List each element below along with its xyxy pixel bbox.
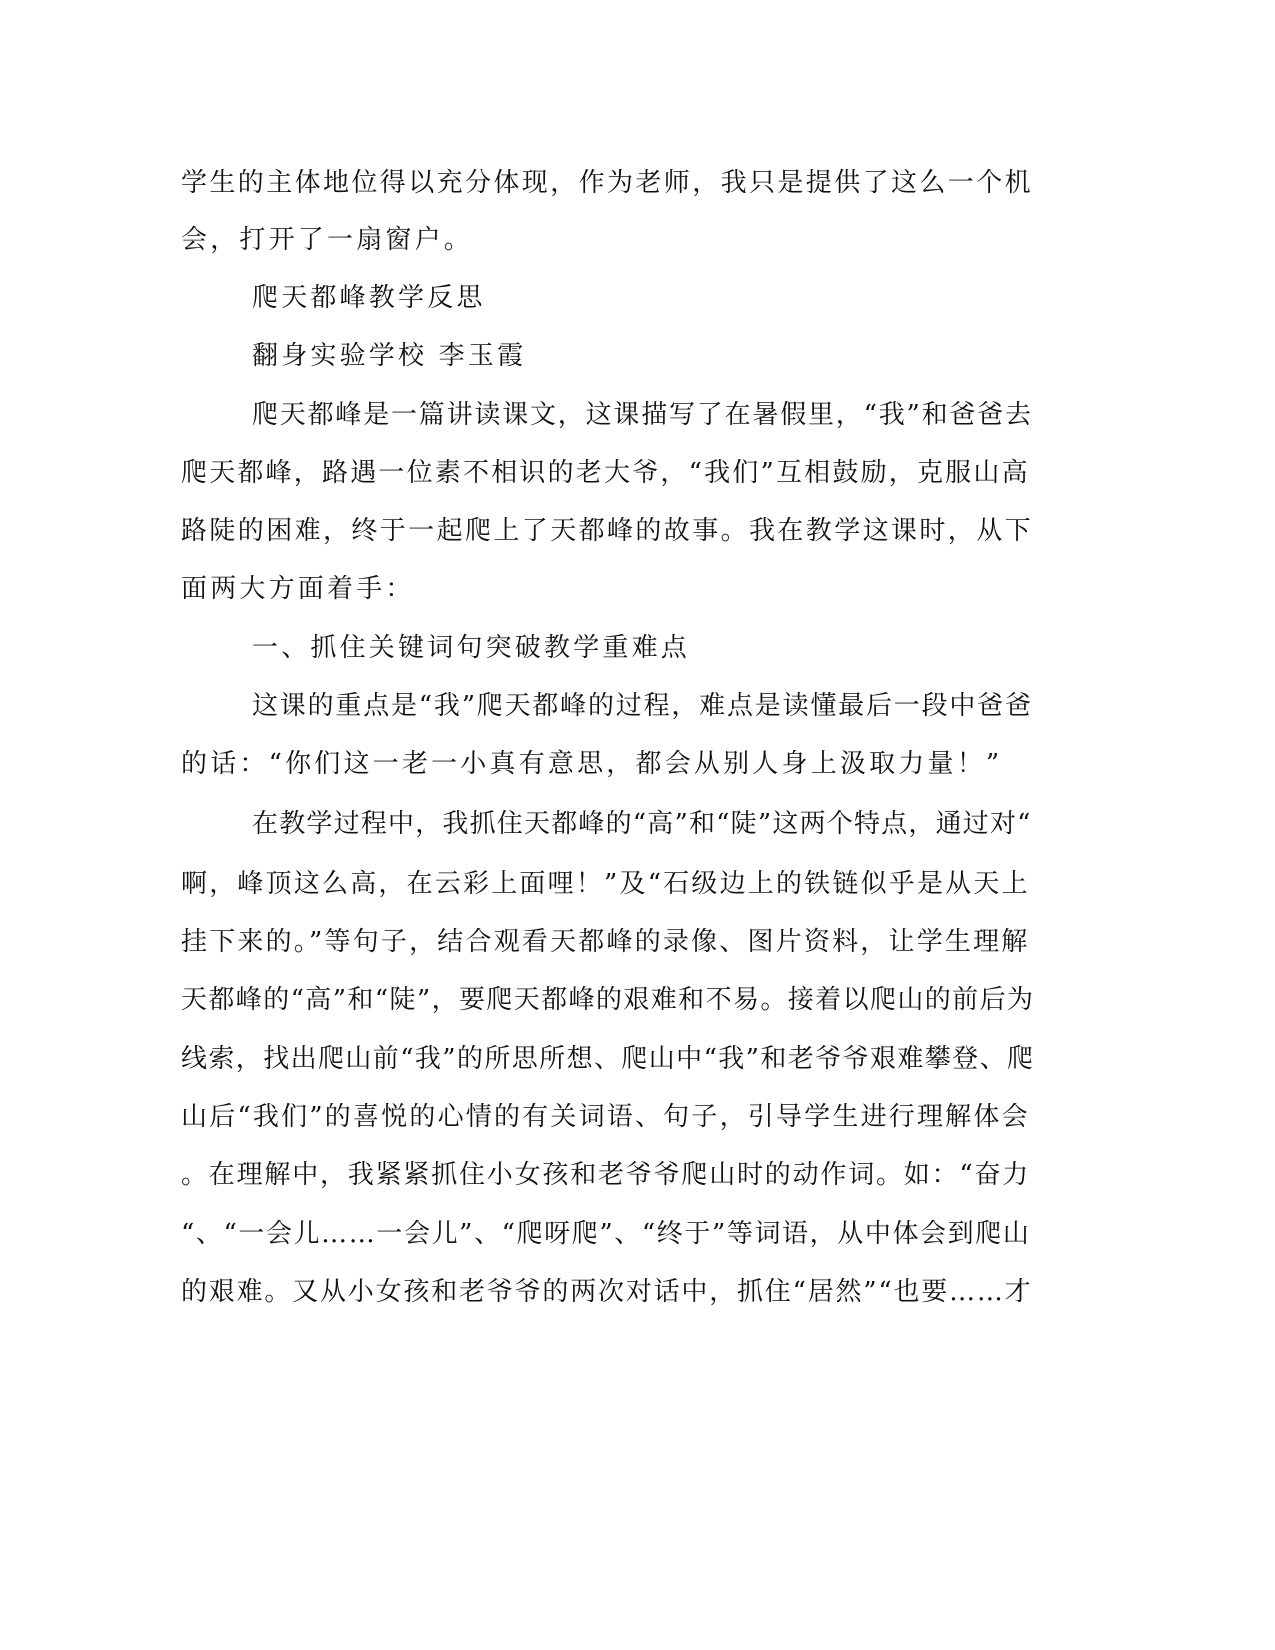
text-line-5-content: 爬天都峰是一篇讲读课文，这课描写了在暑假里，“我”和爸爸去: [252, 400, 1033, 430]
text-line-18: [0, 1155, 1275, 1195]
text-line-19-content: “、“一会儿……一会儿”、“爬呀爬”、“终于”等词语，从中体会到爬山: [181, 1219, 1031, 1249]
subheading: [0, 628, 1275, 668]
text-line-20: [0, 1272, 1275, 1312]
text-line-6: [0, 453, 1275, 493]
text-line-8-content: 面两大方面着手：: [181, 574, 415, 604]
text-line-19: [0, 1214, 1275, 1254]
text-line-11-content: 的话：“你们这一老一小真有意思，都会从别人身上汲取力量！”: [181, 749, 1003, 779]
text-line-12: [0, 804, 1275, 844]
subheading-content: 一、抓住关键词句突破教学重难点: [252, 633, 691, 663]
author-line: [0, 336, 1275, 376]
text-line-7: [0, 511, 1275, 551]
text-line-10: [0, 686, 1275, 726]
text-line-16-content: 线索，找出爬山前“我”的所思所想、爬山中“我”和老爷爷艰难攀登、爬: [181, 1044, 1035, 1074]
text-line-20-content: 的艰难。又从小女孩和老爷爷的两次对话中，抓住“居然”“也要……才: [181, 1277, 1033, 1307]
text-line-1-content: 学生的主体地位得以充分体现，作为老师，我只是提供了这么一个机: [181, 168, 1034, 198]
text-line-8: [0, 569, 1275, 609]
text-line-11: [0, 744, 1275, 784]
text-line-7-content: 路陡的困难，终于一起爬上了天都峰的故事。我在教学这课时，从下: [181, 516, 1034, 546]
text-line-18-content: 。在理解中，我紧紧抓住小女孩和老爷爷爬山时的动作词。如：“奋力: [181, 1160, 1031, 1190]
text-line-13-content: 啊，峰顶这么高，在云彩上面哩！”及“石级边上的铁链似乎是从天上: [181, 869, 1030, 899]
text-line-14: [0, 922, 1275, 962]
text-line-15: [0, 980, 1275, 1020]
text-line-15-content: 天都峰的“高”和“陡”，要爬天都峰的艰难和不易。接着以爬山的前后为: [181, 985, 1035, 1015]
text-line-13: [0, 864, 1275, 904]
section-title: [0, 278, 1275, 318]
text-line-6-content: 爬天都峰，路遇一位素不相识的老大爷，“我们”互相鼓励，克服山高: [181, 458, 1030, 488]
text-line-2: [0, 220, 1275, 260]
text-line-12-content: 在教学过程中，我抓住天都峰的“高”和“陡”这两个特点，通过对“: [252, 809, 1032, 839]
text-line-14-content: 挂下来的。”等句子，结合观看天都峰的录像、图片资料，让学生理解: [181, 927, 1030, 957]
text-line-1: [0, 163, 1275, 203]
text-line-2-content: 会，打开了一扇窗户。: [181, 225, 474, 255]
author-line-content: 翻身实验学校 李玉霞: [252, 341, 527, 371]
text-line-17-content: 山后“我们”的喜悦的心情的有关词语、句子，引导学生进行理解体会: [181, 1102, 1030, 1132]
text-line-5: [0, 395, 1275, 435]
section-title-content: 爬天都峰教学反思: [252, 283, 486, 313]
text-line-17: [0, 1097, 1275, 1137]
text-line-16: [0, 1039, 1275, 1079]
text-line-10-content: 这课的重点是“我”爬天都峰的过程，难点是读懂最后一段中爸爸: [252, 691, 1033, 721]
